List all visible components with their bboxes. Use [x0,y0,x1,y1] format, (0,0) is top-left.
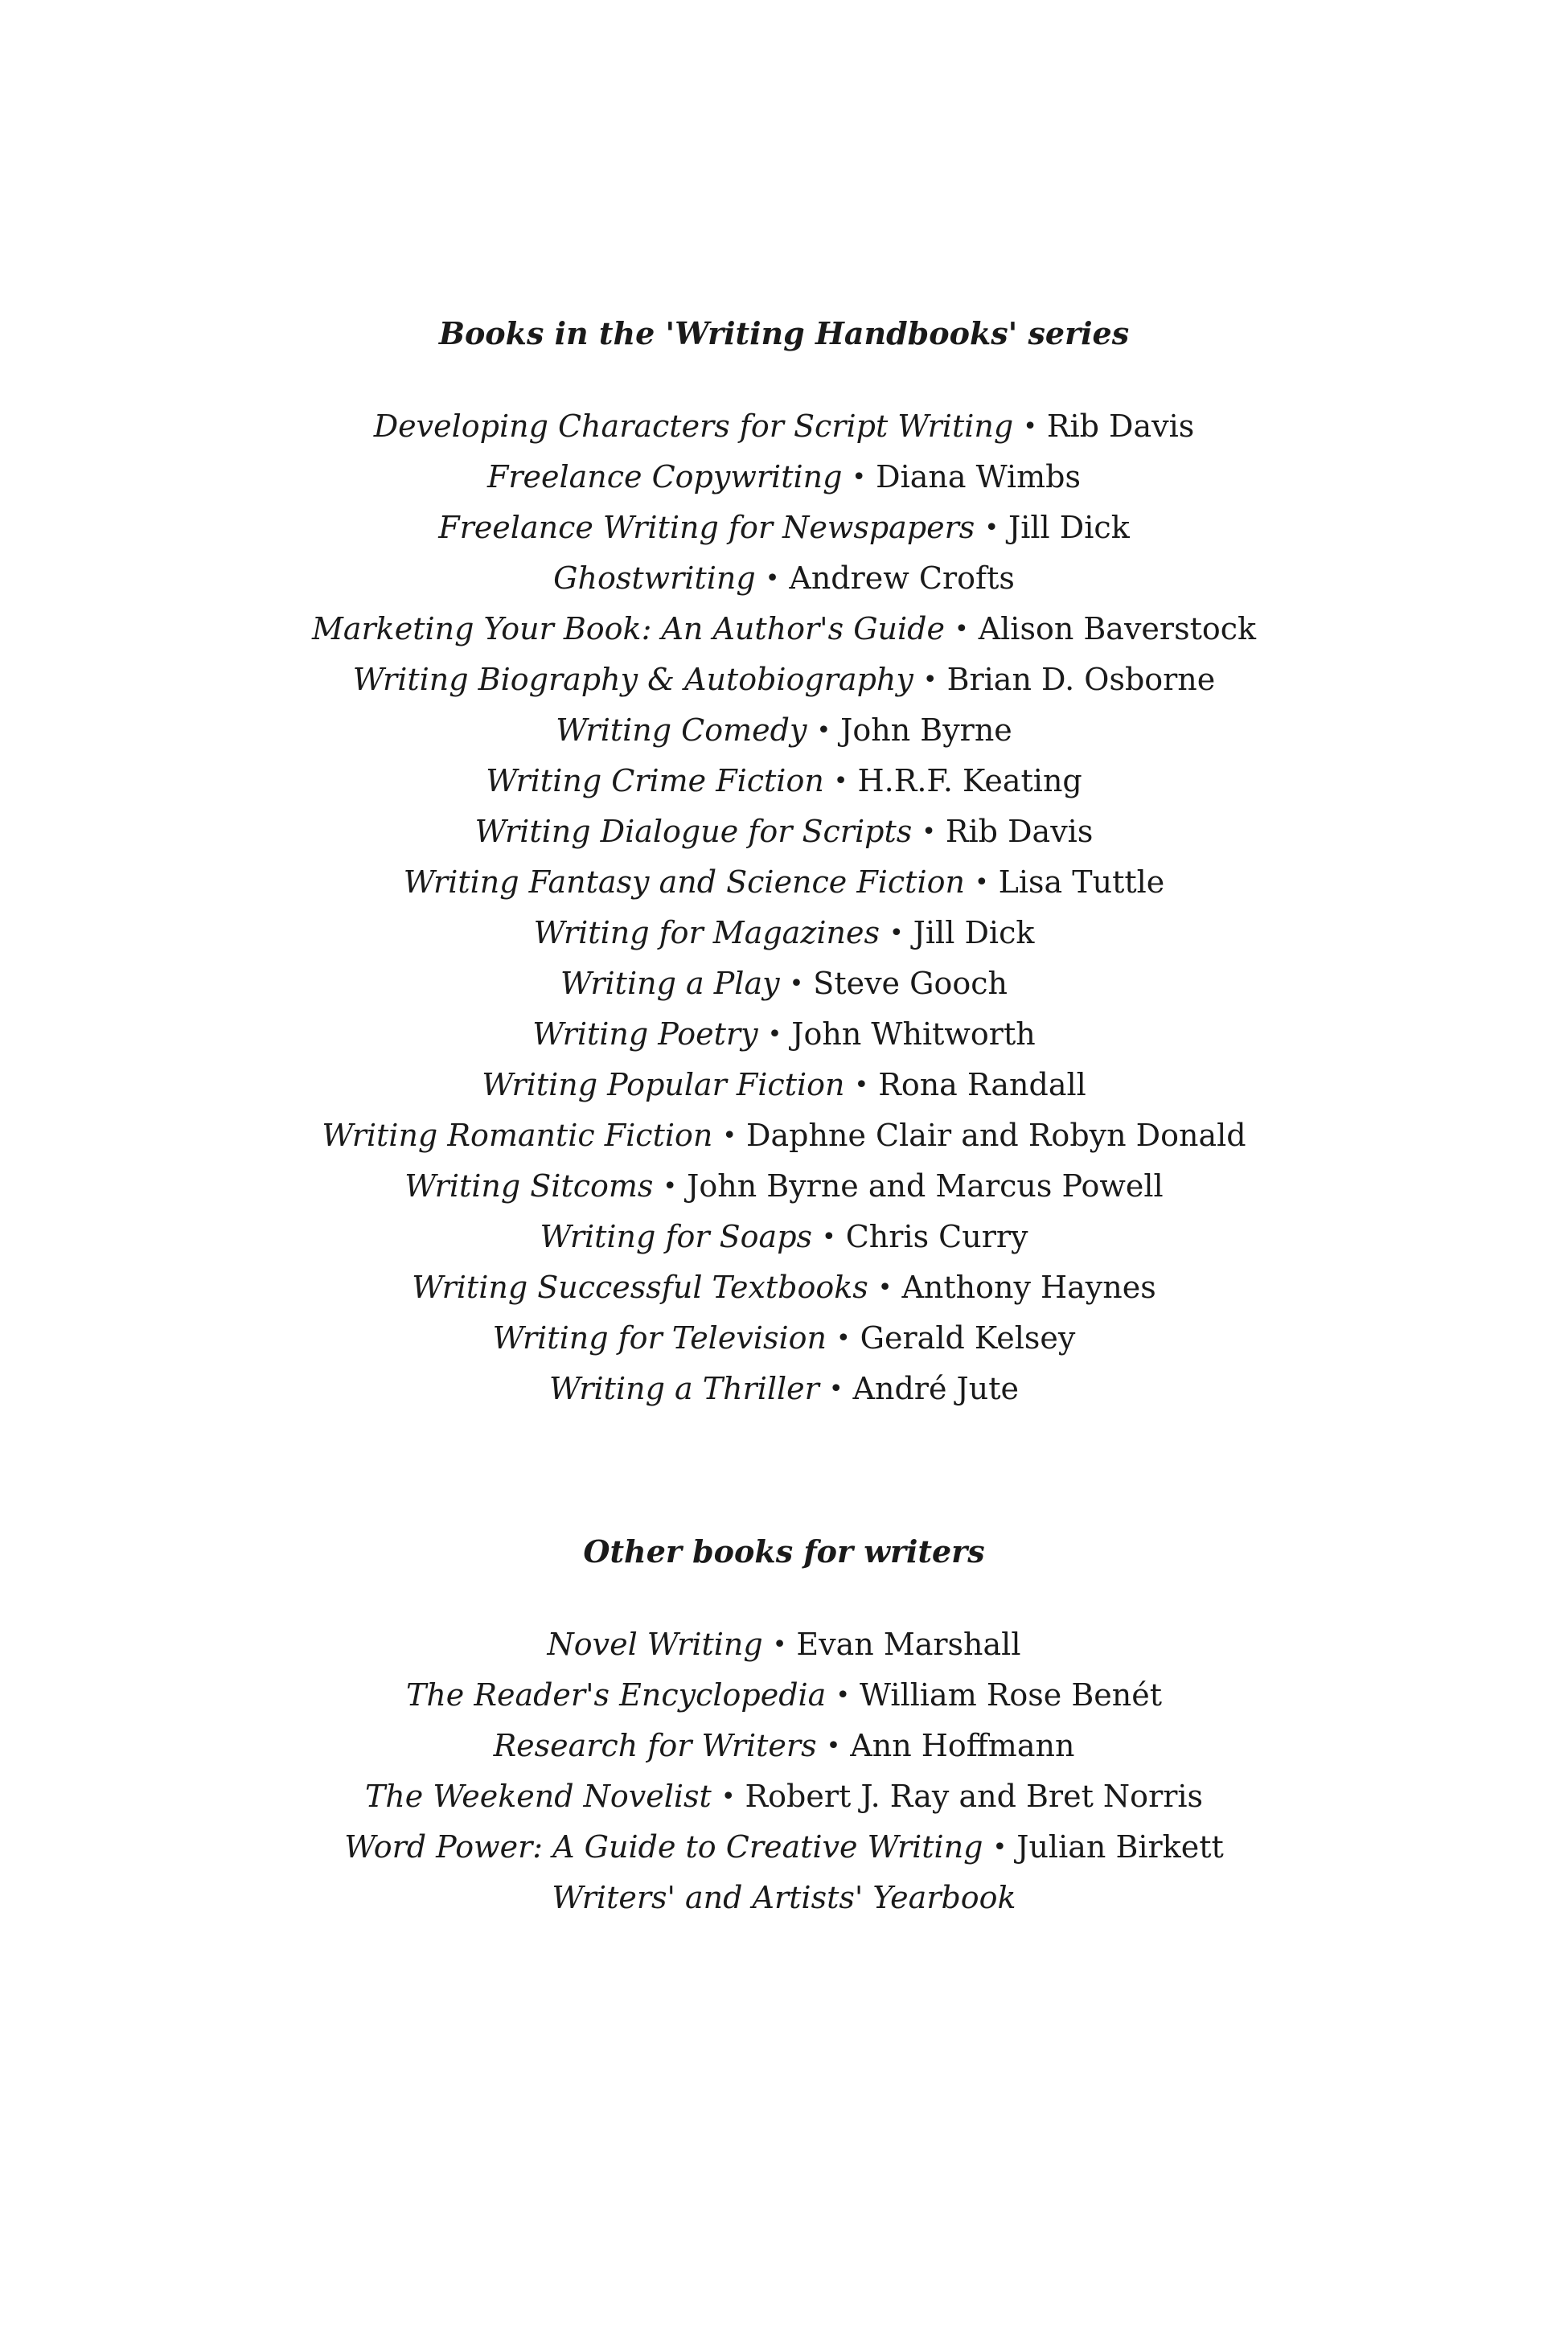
book-title: Writing for Television [492,1320,827,1356]
bullet-separator: • [772,1631,787,1659]
bullet-separator: • [854,1071,869,1099]
bullet-separator: • [984,514,999,542]
series-heading: Books in the 'Writing Handbooks' series [438,315,1130,351]
other-books-heading: Other books for writers [583,1533,985,1570]
book-entry [0,1110,1568,1161]
book-author: Alison Baverstock [978,611,1257,646]
book-title: Writers' and Artists' Yearbook [552,1880,1016,1915]
book-entry [0,1212,1568,1262]
book-entry [0,1873,1568,1923]
book-author: Anthony Haynes [901,1270,1156,1305]
book-author: Evan Marshall [796,1627,1021,1662]
book-title: Writing a Play [560,966,780,1001]
book-entry [0,857,1568,908]
book-title: Freelance Copywriting [486,459,843,494]
book-author: John Byrne and Marcus Powell [687,1168,1164,1204]
book-entry [0,1670,1568,1721]
book-author: Rib Davis [945,814,1094,849]
book-entry [0,1262,1568,1313]
book-title: The Weekend Novelist [364,1779,712,1814]
book-title: Ghostwriting [553,560,756,596]
book-entry [0,958,1568,1009]
book-author: Daphne Clair and Robyn Donald [746,1118,1246,1153]
book-author: Ann Hoffmann [850,1728,1075,1763]
bullet-separator: • [922,666,938,694]
book-author: Steve Gooch [813,966,1008,1001]
book-author: Julian Birkett [1016,1829,1224,1865]
bullet-separator: • [954,615,969,643]
book-author: H.R.F. Keating [857,763,1082,798]
book-entry [0,1009,1568,1060]
book-entry [0,756,1568,806]
book-entry [0,908,1568,958]
bullet-separator: • [765,564,780,593]
bullet-separator: • [720,1783,736,1811]
book-entry [0,1822,1568,1873]
book-title: Writing for Soaps [540,1219,813,1254]
book-title: Developing Characters for Script Writing [373,408,1014,444]
book-entry [0,1364,1568,1414]
book-entry [0,1161,1568,1212]
bullet-separator: • [722,1122,737,1150]
book-title: Writing Sitcoms [404,1168,654,1204]
series-section [0,314,1568,1414]
bullet-separator: • [877,1274,893,1302]
book-author: Chris Curry [845,1219,1028,1254]
book-entry [0,401,1568,452]
bullet-separator: • [852,463,867,491]
book-entry [0,604,1568,655]
book-author: Lisa Tuttle [998,864,1165,900]
book-title: Novel Writing [547,1627,763,1662]
book-author: Gerald Kelsey [860,1320,1076,1356]
book-title: Writing Crime Fiction [486,763,824,798]
book-entry [0,1060,1568,1110]
book-title: Writing Comedy [556,712,807,748]
book-entry [0,553,1568,604]
bullet-separator: • [1023,412,1037,441]
bullet-separator: • [835,1324,851,1352]
book-title: Research for Writers [493,1728,817,1763]
book-author: Jill Dick [1008,510,1130,545]
book-entry [0,1771,1568,1822]
bullet-separator: • [822,1223,836,1251]
book-author: Jill Dick [913,915,1035,950]
bullet-separator: • [816,716,831,745]
book-author: André Jute [852,1371,1019,1406]
book-entry [0,1313,1568,1364]
book-title: Writing Popular Fiction [482,1067,845,1102]
book-author: Robert J. Ray and Bret Norris [745,1779,1204,1814]
bullet-separator: • [767,1020,782,1048]
book-title: Writing Fantasy and Science Fiction [403,864,965,900]
bullet-separator: • [789,970,804,998]
book-entry [0,1619,1568,1670]
bullet-separator: • [889,919,904,947]
book-entry [0,452,1568,503]
book-author: John Whitworth [791,1016,1036,1052]
bullet-separator: • [828,1375,844,1403]
book-title: Marketing Your Book: An Author's Guide [311,611,945,646]
book-title: Writing Dialogue for Scripts [474,814,913,849]
book-title: Writing Poetry [532,1016,758,1052]
book-author: Brian D. Osborne [946,662,1216,697]
bullet-separator: • [835,1681,851,1709]
book-title: The Reader's Encyclopedia [405,1677,827,1713]
book-title: Writing Biography & Autobiography [352,662,913,697]
book-title: Word Power: A Guide to Creative Writing [344,1829,983,1865]
bullet-separator: • [922,818,936,846]
book-entry [0,806,1568,857]
bullet-separator: • [826,1732,841,1760]
book-title: Writing Romantic Fiction [322,1118,713,1153]
book-entry [0,655,1568,705]
bullet-separator: • [833,767,848,795]
other-book-list [0,1619,1568,1923]
book-title: Writing for Magazines [533,915,880,950]
book-author: Rona Randall [878,1067,1086,1102]
bullet-separator: • [974,868,989,897]
bullet-separator: • [992,1833,1008,1861]
book-entry [0,503,1568,553]
book-author: John Byrne [840,712,1012,748]
book-author: Rib Davis [1046,408,1195,444]
book-entry [0,705,1568,756]
book-author: William Rose Benét [860,1677,1163,1713]
other-books-section [0,1533,1568,1923]
book-title: Freelance Writing for Newspapers [438,510,975,545]
book-author: Diana Wimbs [876,459,1082,494]
bullet-separator: • [663,1172,678,1200]
book-title: Writing a Thriller [549,1371,819,1406]
series-book-list [0,401,1568,1414]
book-entry [0,1721,1568,1771]
book-title: Writing Successful Textbooks [412,1270,868,1305]
book-author: Andrew Crofts [789,560,1015,596]
